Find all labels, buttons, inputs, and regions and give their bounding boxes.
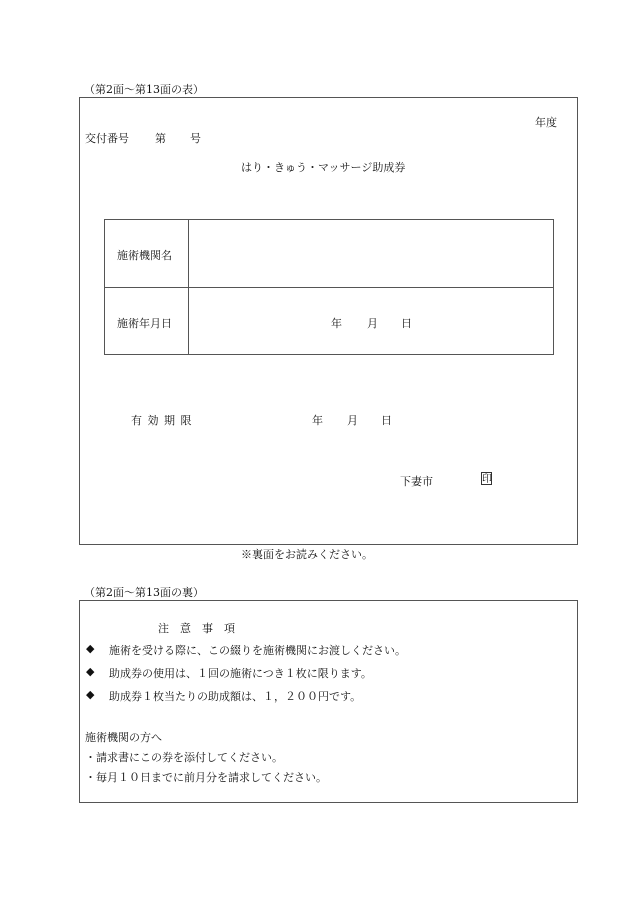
treatment-date-month: 月 <box>367 317 378 330</box>
front-caption: （第2面～第13面の表） <box>84 83 204 96</box>
validity-day: 日 <box>381 414 392 427</box>
fiscal-year-label: 年度 <box>535 116 557 129</box>
bullet-symbol: ◆ <box>86 688 95 701</box>
issue-number-dai: 第 <box>155 132 166 145</box>
read-back-note: ※裏面をお読みください。 <box>241 548 373 561</box>
clinic-instruction-1: ・請求書にこの券を添付してください。 <box>85 751 283 764</box>
issuer-seal-box: 印 <box>482 474 492 485</box>
clinic-instruction-2: ・毎月１０日までに前月分を請求してください。 <box>85 771 327 784</box>
treatment-date-label: 施術年月日 <box>117 317 172 330</box>
bullet-symbol: ◆ <box>86 642 95 655</box>
clinic-section-heading: 施術機関の方へ <box>85 731 162 744</box>
notice-bullet-3: 助成券１枚当たりの助成額は、１，２００円です。 <box>109 690 362 703</box>
issue-number-go: 号 <box>190 132 201 145</box>
back-caption: （第2面～第13面の裏） <box>84 586 204 599</box>
validity-month: 月 <box>347 414 358 427</box>
validity-year: 年 <box>312 414 323 427</box>
table-row-divider <box>104 287 554 288</box>
coupon-title: はり・きゅう・マッサージ助成券 <box>241 161 406 174</box>
notice-bullet-1: 施術を受ける際に、この綴りを施術機関にお渡しください。 <box>109 644 406 657</box>
clinic-name-label: 施術機関名 <box>117 249 172 262</box>
notice-bullet-2: 助成券の使用は、１回の施術につき１枚に限ります。 <box>109 667 372 680</box>
treatment-date-day: 日 <box>401 317 412 330</box>
notice-title: 注 意 事 項 <box>158 622 235 635</box>
validity-label: 有 効 期 限 <box>131 414 193 427</box>
bullet-symbol: ◆ <box>86 665 95 678</box>
issuer-name: 下妻市 <box>400 475 433 488</box>
issue-number-label: 交付番号 <box>85 132 129 145</box>
treatment-date-year: 年 <box>331 317 342 330</box>
